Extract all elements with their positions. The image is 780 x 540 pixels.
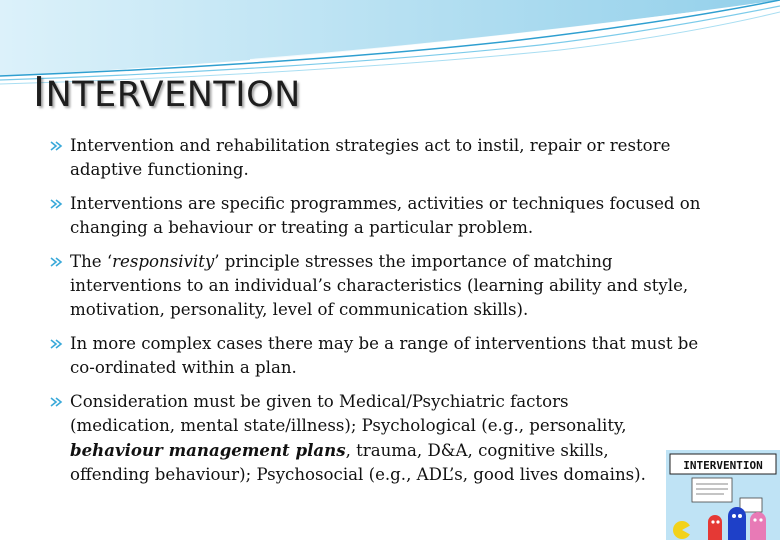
bullet-arrow-icon <box>50 338 64 350</box>
list-item: Interventions are specific programmes, activities or techniques focused on changing a behaviour or treating a particular problem. <box>50 192 725 240</box>
list-item: Intervention and rehabilitation strategies act to instil, repair or restore adaptive functioning. <box>50 134 725 182</box>
bullet-arrow-icon <box>50 256 64 268</box>
intervention-cartoon-icon <box>666 450 780 540</box>
clipart-heading: INTERVENTION <box>683 459 763 472</box>
bullet-arrow-icon <box>50 396 64 408</box>
list-item: Consideration must be given to Medical/Psychiatric factors (medication, mental state/illness); Psychological (e.g., personality, behaviour management plans, trauma, D&A, cognitive skills, offending behaviour); Psychosocial (e.g., ADL’s, good lives domains). <box>50 390 670 487</box>
page-title: INTERVENTION <box>33 68 301 116</box>
list-item: The ‘responsivity’ principle stresses the importance of matching interventions to an individual’s characteristics (learning ability and style, motivation, personality, level of communication skills). <box>50 250 725 322</box>
bullet-arrow-icon <box>50 198 64 210</box>
bullet-list <box>50 134 725 497</box>
list-item: In more complex cases there may be a range of interventions that must be co-ordinated within a plan. <box>50 332 725 380</box>
bullet-arrow-icon <box>50 140 64 152</box>
